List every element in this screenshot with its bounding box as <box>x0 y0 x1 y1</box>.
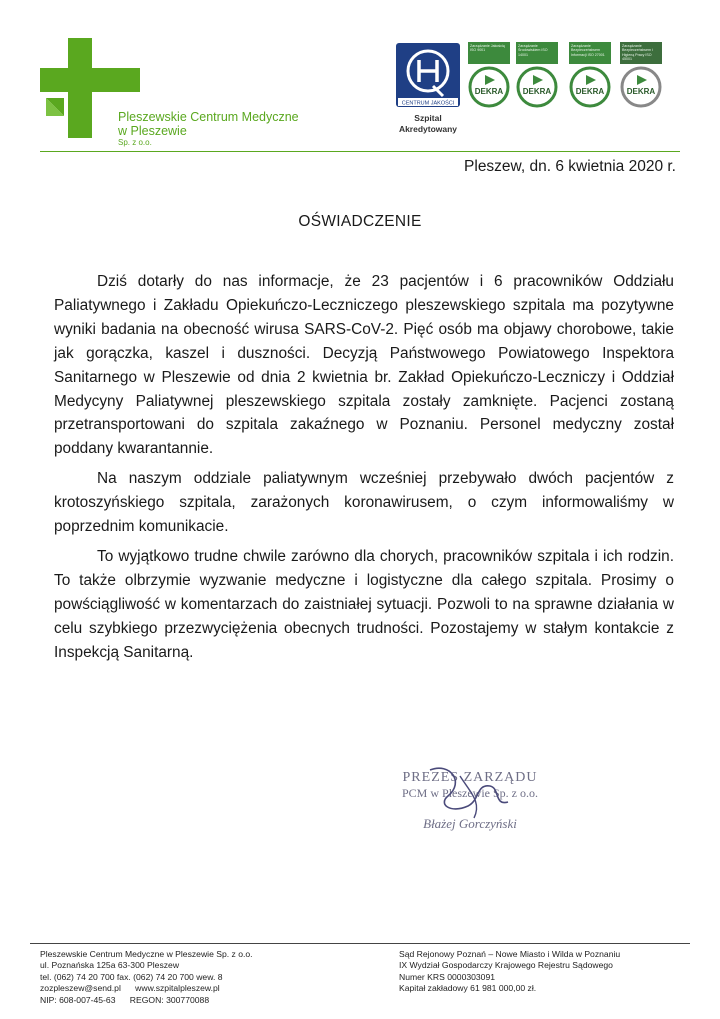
svg-text:DEKRA: DEKRA <box>522 87 552 96</box>
dekra-certificate-badge <box>620 42 662 120</box>
accreditation-label <box>380 113 476 135</box>
footer-line: zozpleszew@send.pl www.szpitalpleszew.pl <box>40 983 220 994</box>
letter-date: Pleszew, dn. 6 kwietnia 2020 r. <box>464 158 676 175</box>
dekra-certificate-badge <box>516 42 558 120</box>
quality-accreditation-badge-icon <box>395 42 461 108</box>
stamp-company: PCM w Pleszewie Sp. z o.o. <box>402 786 538 800</box>
footer-company-info <box>40 949 340 1006</box>
dekra-badge-text: Zarządzanie Bezpieczeństwem Informacji ISO 27001 <box>569 42 611 64</box>
header-divider <box>40 151 680 152</box>
body-paragraph: Na naszym oddziale paliatywnym wcześniej przebywało dwóch pacjentów z krotoszyńskiego szpitala, zarażonych koronawirusem, o czym informowaliśmy w poprzednim komunikacie. <box>54 470 674 536</box>
dekra-badge-text: Zarządzanie Jakością ISO 9001 <box>468 42 510 64</box>
organization-name <box>118 110 358 148</box>
footer-line: Kapitał zakładowy 61 981 000,00 zł. <box>399 983 537 994</box>
quality-badge-text: CENTRUM JAKOŚCI <box>401 100 455 107</box>
org-name-suffix: Sp. z o.o. <box>118 138 152 147</box>
footer-divider <box>30 943 690 944</box>
signer-name: Błażej Gorczyński <box>423 816 517 831</box>
svg-text:DEKRA: DEKRA <box>575 87 605 96</box>
footer-line: tel. (062) 74 20 700 fax. (062) 74 20 700 wew. 8 <box>40 971 223 982</box>
dekra-badge-text: Zarządzanie Bezpieczeństwem i Higieną Pracy ISO 45001 <box>620 42 662 64</box>
accreditation-line2: Akredytowany <box>398 124 458 134</box>
svg-text:DEKRA: DEKRA <box>626 87 656 96</box>
dekra-seal-icon <box>620 66 662 108</box>
dekra-seal-icon <box>569 66 611 108</box>
dekra-seal-icon <box>468 66 510 108</box>
dekra-badge-text: Zarządzanie Środowiskiem ISO 14001 <box>516 42 558 64</box>
dekra-certificate-badge <box>468 42 510 120</box>
footer-line: Sąd Rejonowy Poznań – Nowe Miasto i Wilda w Poznaniu <box>399 949 621 959</box>
org-name-line2: w Pleszewie <box>118 124 187 138</box>
dekra-seal-icon <box>516 66 558 108</box>
letter-title: OŚWIADCZENIE <box>298 213 422 230</box>
accreditation-line1: Szpital <box>414 113 442 123</box>
footer-line: IX Wydział Gospodarczy Krajowego Rejestru Sądowego <box>399 960 613 971</box>
handwritten-signature-icon <box>420 762 520 822</box>
letter-body <box>54 270 674 671</box>
svg-text:DEKRA: DEKRA <box>474 87 504 96</box>
footer-line: Numer KRS 0000303091 <box>399 971 496 982</box>
footer-line: NIP: 608-007-45-63 REGON: 300770088 <box>40 994 210 1005</box>
dekra-certificate-badge <box>569 42 611 120</box>
org-name-line1: Pleszewskie Centrum Medyczne <box>118 110 299 124</box>
stamp-title: PREZES ZARZĄDU <box>402 770 538 785</box>
footer-line: ul. Poznańska 125a 63-300 Pleszew <box>40 960 180 971</box>
body-paragraph: Dziś dotarły do nas informacje, że 23 pacjentów i 6 pracowników Oddziału Paliatywnego i Zakładu Opiekuńczo-Leczniczego pleszewskiego szpitala ma pozytywne wyniki badania na obecność wirusa SARS-CoV-2. Pięć osób ma objawy chorobowe, takie jak gorączka, kaszel i duszności. Decyzją Państwowego Powiatowego Inspektora Sanitarnego w Pleszewie od dnia 2 kwietnia br. Zakład Opiekuńczo-Leczniczy i Oddział Medycyny Paliatywnej pleszewskiego szpitala zostały zamknięte. Pacjenci zostaną przetransportowani do szpitala zakaźnego w Poznaniu. Personel medyczny został poddany kwarantannie. <box>54 273 674 458</box>
footer-line: Pleszewskie Centrum Medyczne w Pleszewie Sp. z o.o. <box>40 949 253 959</box>
body-paragraph: To wyjątkowo trudne chwile zarówno dla chorych, pracowników szpitala i ich rodzin. To także olbrzymie wyzwanie medyczne i logistyczne dla całego szpitala. Prosimy o powściągliwość w komentarzach do zaistniałej sytuacji. Pozwoli to na sprawne działania w celu szybkiego przezwyciężenia obecnych trudności. Pozostajemy w stałym kontakcie z Inspekcją Sanitarną. <box>54 547 674 661</box>
footer-registry-info <box>399 949 699 995</box>
